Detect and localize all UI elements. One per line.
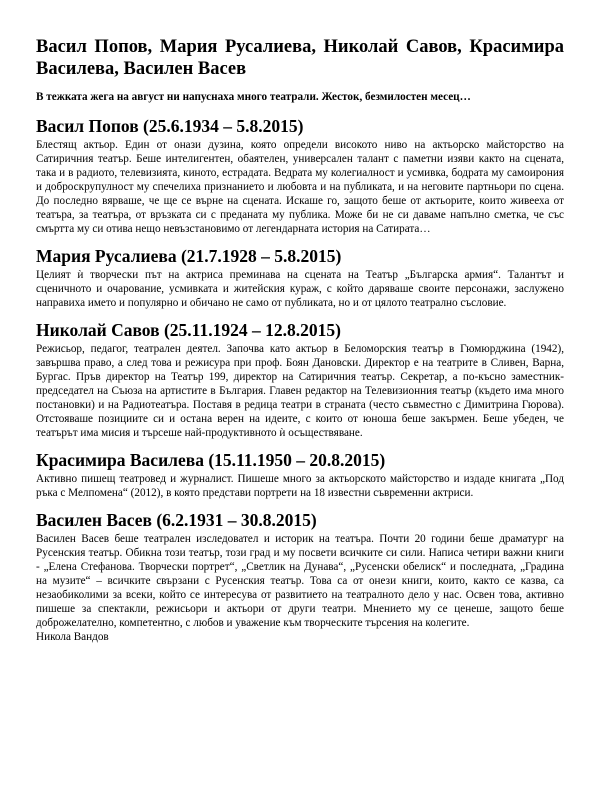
section-heading: Красимира Василева (15.11.1950 – 20.8.2015) xyxy=(36,450,386,470)
section-vasil-popov xyxy=(36,116,564,236)
document-title: Васил Попов, Мария Русалиева, Николай Савов, Красимира Василева, Василен Васев xyxy=(36,37,564,79)
document-page xyxy=(36,36,564,644)
section-text: Режисьор, педагог, театрален деятел. Започва като актьор в Беломорския театър в Гюмюрджина (1942), завършва право, а след това и режисура при проф. Боян Дановски. Директор е на театрите в Сливен, Варна, Бургас. Пръв директор на Театър 199, директор на Сатиричния театър. Секретар, а по-късно заместник-председател на Съюза на артистите в България. Главен редактор на Телевизионния театър (където има много постановки) и на Радиотеатъра. Поставя в редица театри в страната (често съвместно с Димитрина Гюрова). Отстояваше позициите си и остана верен на идеите, с които от юноша беше закърмен. Беше убеден, че театърът има мисия и търсеше най-продуктивното ѝ осъществяване. xyxy=(36,343,564,439)
section-heading: Мария Русалиева (21.7.1928 – 5.8.2015) xyxy=(36,246,342,266)
section-heading: Николай Савов (25.11.1924 – 12.8.2015) xyxy=(36,320,341,340)
section-vasilen-vasev xyxy=(36,510,564,630)
section-heading: Васил Попов (25.6.1934 – 5.8.2015) xyxy=(36,116,304,136)
author-signature: Никола Вандов xyxy=(36,631,109,643)
section-krasimira-vasileva xyxy=(36,450,564,500)
section-text: Василен Васев беше театрален изследовател и историк на театъра. Почти 20 години беше драматург на Русенския театър. Обикна този театър, този град и му посвети всичките си сили. Написа четири важни книги - „Елена Стефанова. Творчески портрет“, „Светлик на Дунава“, „Русенски обелиск“ и последната, „Градина на музите“ – всичките свързани с Русенския театър. Това са от онези книги, които, както се казва, са незаобиколими за всеки, който се интересува от развитието на театралното дело у нас. Освен това, активно пишеше за спектакли, режисьори и актьори от други театри. Мнението му се ценеше, защото беше доброжелателно, компетентно, с любов и уважение към творческите търсения на колегите. xyxy=(36,533,564,629)
section-heading: Василен Васев (6.2.1931 – 30.8.2015) xyxy=(36,510,317,530)
section-text: Целият ѝ творчески път на актриса преминава на сцената на Театър „Българска армия“. Талантът и сценичното и очарование, усмивката и житейския кураж, с който даряваше своите персонажи, заслужено направиха името и популярно и обичано не само от публиката, но и от цялото театрално съсловие. xyxy=(36,269,564,309)
section-text: Активно пишещ театровед и журналист. Пишеше много за актьорското майсторство и издаде книгата „Под ръка с Мелпомена“ (2012), в която представи портрети на 18 известни съвременни актриси. xyxy=(36,473,564,499)
lead-paragraph: В тежката жега на август ни напуснаха много театрали. Жесток, безмилостен месец… xyxy=(36,91,471,103)
section-maria-rusalieva xyxy=(36,246,564,310)
section-nikolay-savov xyxy=(36,320,564,440)
section-text: Блестящ актьор. Един от онази дузина, която определи високото ниво на актьорско майсторство на Сатиричния театър. Беше интелигентен, обаятелен, универсален талант с паметни изяви както на сцената, така и в радиото, телевизията, киното, естрадата. Ведрата му колегиалност и усмивка, бодрата му самоирония и доброскрупулност му спечелиха признанието и любовта и на публиката, и на неговите партньори по сцена. До последно вярваше, че ще се върне на сцената. Искаше го, защото беше от актьорите, които живееха от театъра, за театъра, от връзката си с преданата му публика. Може би не си даваме напълно сметка, че със смъртта му си отива нещо невъзстановимо от легендарната история на Сатирата… xyxy=(36,139,564,235)
